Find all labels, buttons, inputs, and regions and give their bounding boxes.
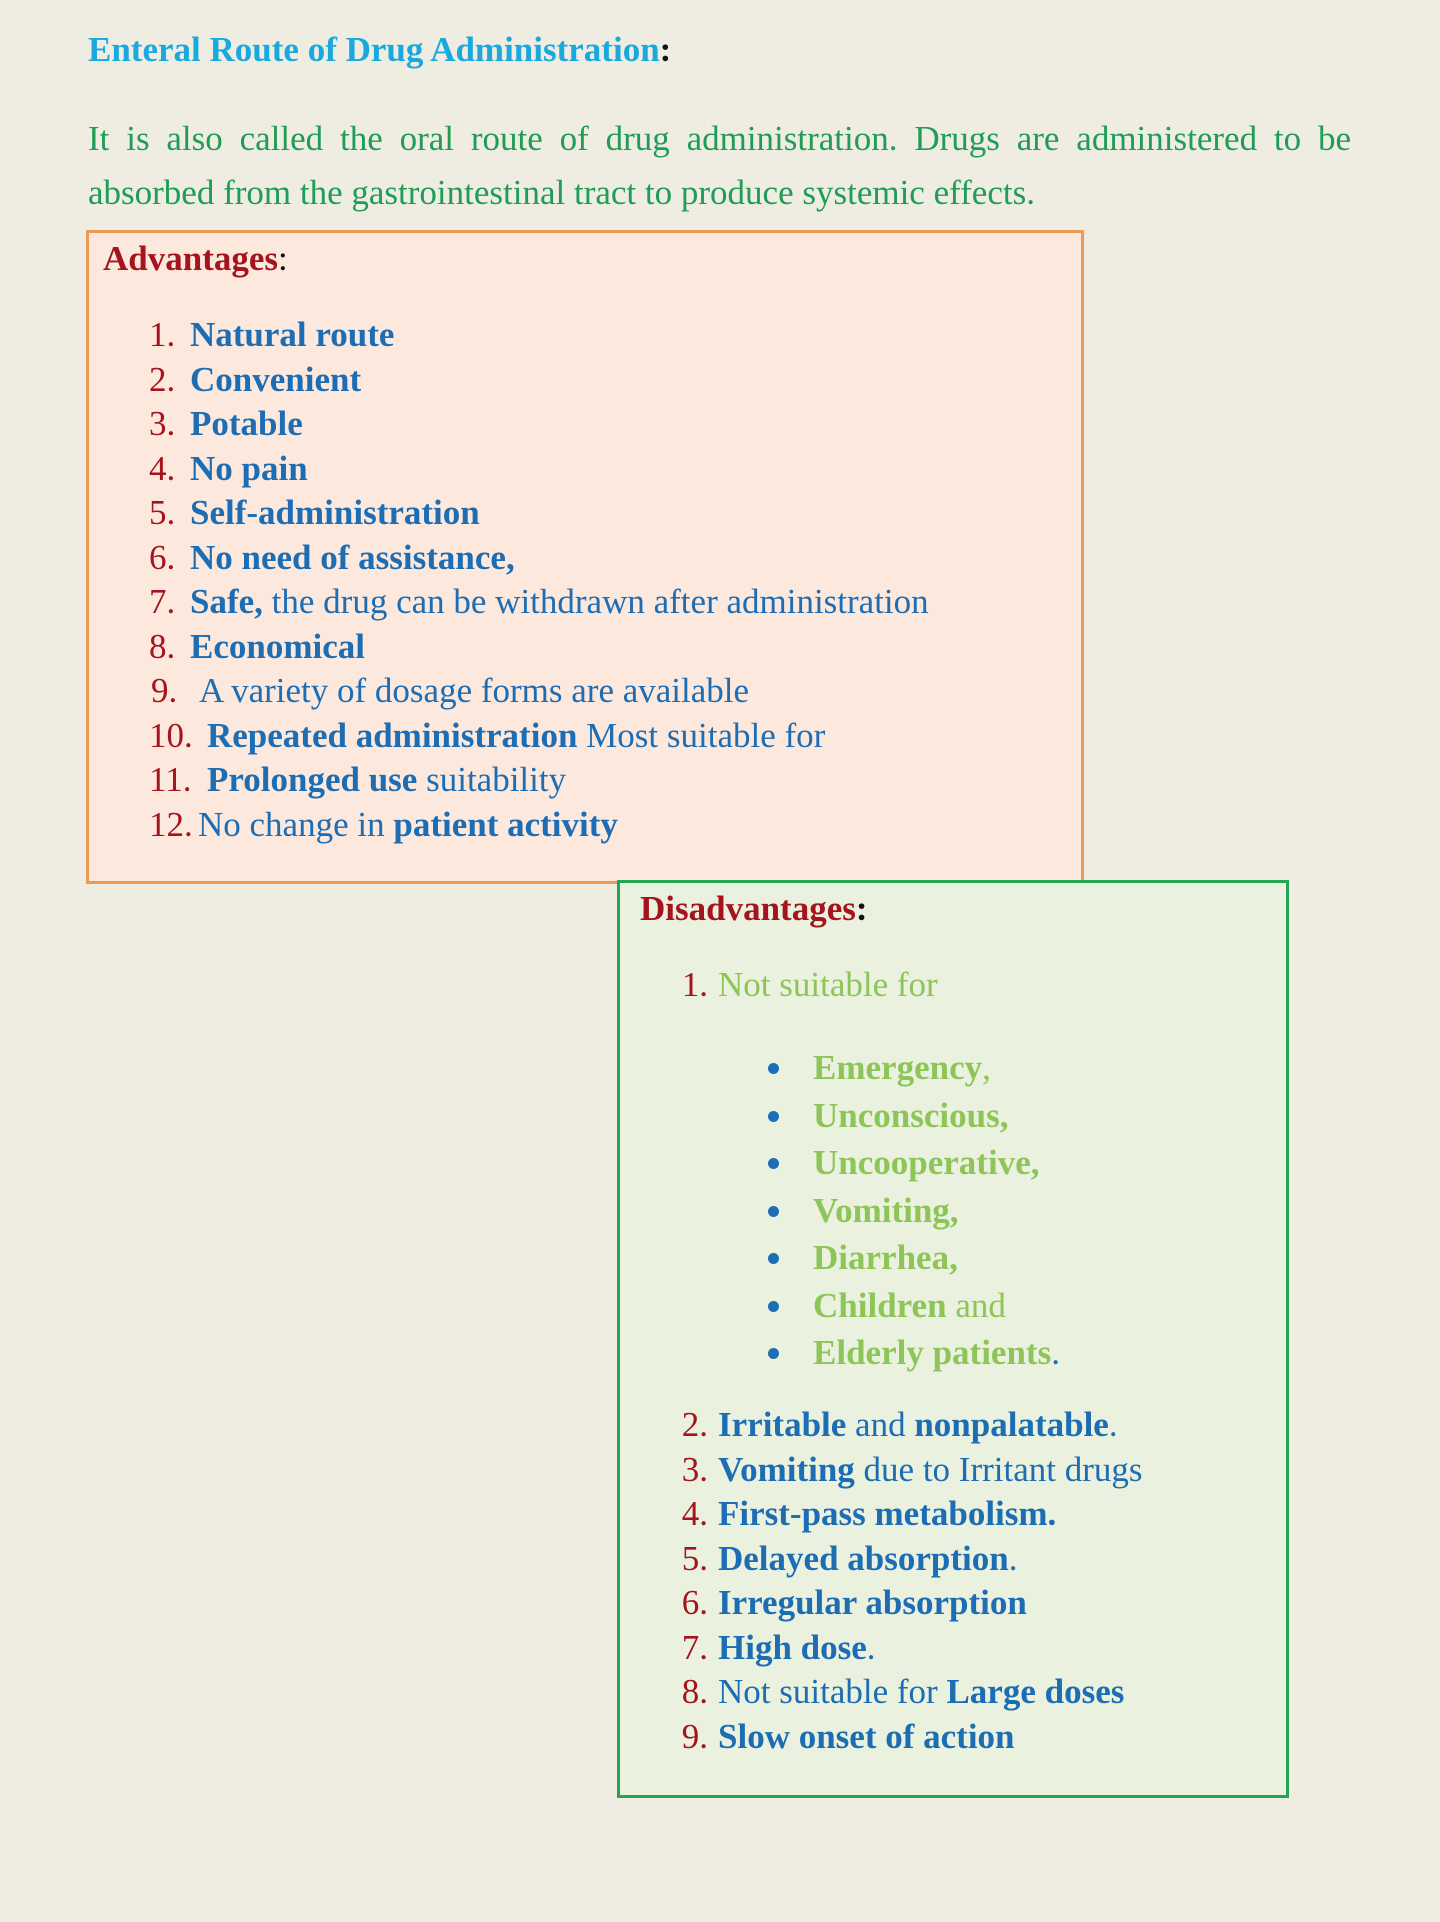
advantage-text <box>198 803 618 848</box>
disadvantage-text-plain: . <box>1108 1405 1118 1444</box>
advantage-item <box>89 758 1079 803</box>
not-suitable-suffix: . <box>1051 1333 1060 1372</box>
advantage-text <box>190 447 308 492</box>
advantage-text <box>207 758 566 803</box>
bullet-icon <box>768 1158 779 1169</box>
disadvantage-text <box>718 1448 1143 1493</box>
advantage-number: 11. <box>149 760 192 799</box>
disadvantage-text-plain: . <box>1008 1538 1018 1578</box>
not-suitable-label: Vomiting, <box>813 1190 959 1230</box>
advantage-number: 12. <box>149 804 193 844</box>
disadvantages-list <box>620 1403 1284 1759</box>
advantage-text-bold: Prolonged use <box>207 760 418 799</box>
disadvantage-text-plain: and <box>846 1405 915 1444</box>
not-suitable-label: Children <box>813 1285 947 1325</box>
advantage-number: 6. <box>149 537 176 577</box>
advantage-number: 5. <box>149 493 176 532</box>
disadvantages-box <box>617 880 1289 1798</box>
advantage-text-bold: Convenient <box>190 359 362 399</box>
title-colon: : <box>659 30 672 69</box>
advantage-text-plain: Most suitable for <box>577 715 826 755</box>
advantage-text-bold: Self-administration <box>190 493 480 532</box>
advantage-text-bold: Repeated administration <box>207 715 578 755</box>
advantage-number: 3. <box>149 404 176 443</box>
advantage-item <box>89 625 1079 670</box>
advantage-text <box>190 313 394 358</box>
disadvantage-text <box>718 1581 1027 1626</box>
advantages-list <box>89 313 1079 847</box>
disadvantage-text-bold: Large doses <box>946 1672 1125 1711</box>
advantages-box <box>86 230 1084 884</box>
advantage-text <box>199 669 749 714</box>
disadvantage-number: 4. <box>681 1494 708 1533</box>
advantage-text <box>190 580 929 625</box>
advantage-text-plain: the drug can be withdrawn after administration <box>262 582 929 621</box>
not-suitable-item <box>768 1282 1060 1330</box>
disadvantage-text-bold: Vomiting <box>718 1449 855 1489</box>
advantage-text-bold: Economical <box>190 626 365 666</box>
disadvantage-text-plain: Not suitable for <box>718 1672 947 1711</box>
advantage-text-bold: No pain <box>190 448 308 488</box>
not-suitable-label: Uncooperative, <box>813 1143 1040 1182</box>
disadvantage-number: 6. <box>681 1583 708 1622</box>
bullet-icon <box>768 1348 779 1359</box>
advantage-number: 4. <box>149 448 176 488</box>
not-suitable-suffix: and <box>946 1285 1006 1325</box>
disadvantage-item <box>620 1670 1284 1715</box>
advantage-number: 2. <box>149 359 176 399</box>
disadvantage-item <box>620 1715 1284 1760</box>
disadvantage-text <box>718 1626 876 1671</box>
bullet-icon <box>768 1206 779 1217</box>
advantage-text-bold: Natural route <box>190 315 395 354</box>
advantage-text <box>190 625 365 670</box>
not-suitable-item <box>768 1187 1060 1235</box>
not-suitable-list <box>768 1044 1060 1377</box>
advantage-text <box>190 491 480 536</box>
advantage-item <box>89 714 1079 759</box>
disadvantage-text-bold: First-pass metabolism. <box>718 1494 1057 1533</box>
disadvantage-number: 5. <box>681 1538 708 1578</box>
not-suitable-item <box>768 1329 1060 1377</box>
advantage-number: 10. <box>149 715 193 755</box>
not-suitable-label: Diarrhea, <box>813 1238 958 1277</box>
advantage-text-plain: No change in <box>198 804 394 844</box>
disadvantage-item <box>620 1581 1284 1626</box>
advantage-number: 8. <box>149 626 176 666</box>
bullet-icon <box>768 1301 779 1312</box>
disadvantages-heading-text: Disadvantages <box>640 889 856 928</box>
disadvantage-text <box>718 1492 1056 1537</box>
disadvantage-text <box>718 1715 1015 1760</box>
advantage-text <box>190 536 515 581</box>
advantage-text-bold: Safe, <box>190 582 263 621</box>
disadvantage-number: 7. <box>681 1627 708 1667</box>
advantage-text-plain: A variety of dosage forms are available <box>199 671 750 710</box>
disadvantage-text-bold: nonpalatable <box>914 1405 1109 1444</box>
not-suitable-item <box>768 1234 1060 1282</box>
disadvantage-item <box>620 1492 1284 1537</box>
advantage-number: 1. <box>149 315 176 354</box>
disadvantage-number: 9. <box>681 1716 708 1756</box>
disadvantage-text-bold: Irritable <box>718 1405 847 1444</box>
advantage-number: 9. <box>151 671 178 710</box>
advantages-heading-text: Advantages <box>103 239 279 278</box>
advantage-text <box>207 714 825 759</box>
bullet-icon <box>768 1063 779 1074</box>
disadvantages-heading <box>640 889 868 929</box>
disadvantage-text-bold: Irregular absorption <box>718 1583 1027 1622</box>
disadvantage-text-bold: Delayed absorption <box>718 1538 1009 1578</box>
advantage-number: 7. <box>149 582 176 621</box>
advantage-item <box>89 447 1079 492</box>
advantage-item <box>89 669 1079 714</box>
disadvantage-text: Not suitable for <box>718 965 938 1004</box>
not-suitable-label: Unconscious, <box>813 1095 1009 1135</box>
disadvantage-item <box>620 1403 1284 1448</box>
disadvantage-text-bold: High dose <box>718 1627 867 1667</box>
page-title <box>88 30 671 70</box>
advantage-text <box>190 402 303 447</box>
disadvantage-text-plain: due to Irritant drugs <box>854 1449 1143 1489</box>
advantage-item <box>89 491 1079 536</box>
disadvantage-number: 2. <box>681 1405 708 1444</box>
disadvantage-text <box>718 1670 1124 1715</box>
disadvantage-text <box>718 1537 1017 1582</box>
intro-paragraph: It is also called the oral route of drug administration. Drugs are administered to be absorbed from the gastrointestinal tract to produce systemic effects. <box>88 119 1351 212</box>
not-suitable-item <box>768 1044 1060 1092</box>
not-suitable-suffix: , <box>982 1048 991 1087</box>
disadvantage-number: 1. <box>681 965 708 1004</box>
advantages-heading-colon: : <box>278 239 288 278</box>
disadvantage-number: 3. <box>681 1449 708 1489</box>
advantage-text-plain: suitability <box>417 760 567 799</box>
bullet-icon <box>768 1111 779 1122</box>
disadvantage-text-plain: . <box>866 1627 876 1667</box>
disadvantage-item <box>620 1626 1284 1671</box>
advantage-item <box>89 358 1079 403</box>
advantage-text-bold: patient activity <box>393 804 618 844</box>
not-suitable-item <box>768 1139 1060 1187</box>
not-suitable-label: Elderly patients <box>813 1333 1052 1372</box>
disadvantage-text <box>718 1403 1118 1448</box>
disadvantages-heading-colon: : <box>855 889 868 928</box>
bullet-icon <box>768 1253 779 1264</box>
disadvantage-item <box>620 1448 1284 1493</box>
advantage-item <box>89 580 1079 625</box>
advantages-heading <box>103 239 288 279</box>
not-suitable-label: Emergency <box>813 1048 983 1087</box>
advantage-text <box>190 358 361 403</box>
not-suitable-item <box>768 1092 1060 1140</box>
disadvantage-text-bold: Slow onset of action <box>718 1716 1015 1756</box>
advantage-text-bold: Potable <box>190 404 303 443</box>
title-text: Enteral Route of Drug Administration <box>88 30 660 69</box>
advantage-item <box>89 803 1079 848</box>
disadvantage-item <box>620 1537 1284 1582</box>
advantage-text-bold: No need of assistance, <box>190 537 515 577</box>
advantage-item <box>89 536 1079 581</box>
advantage-item <box>89 402 1079 447</box>
advantage-item <box>89 313 1079 358</box>
disadvantage-number: 8. <box>681 1672 708 1711</box>
